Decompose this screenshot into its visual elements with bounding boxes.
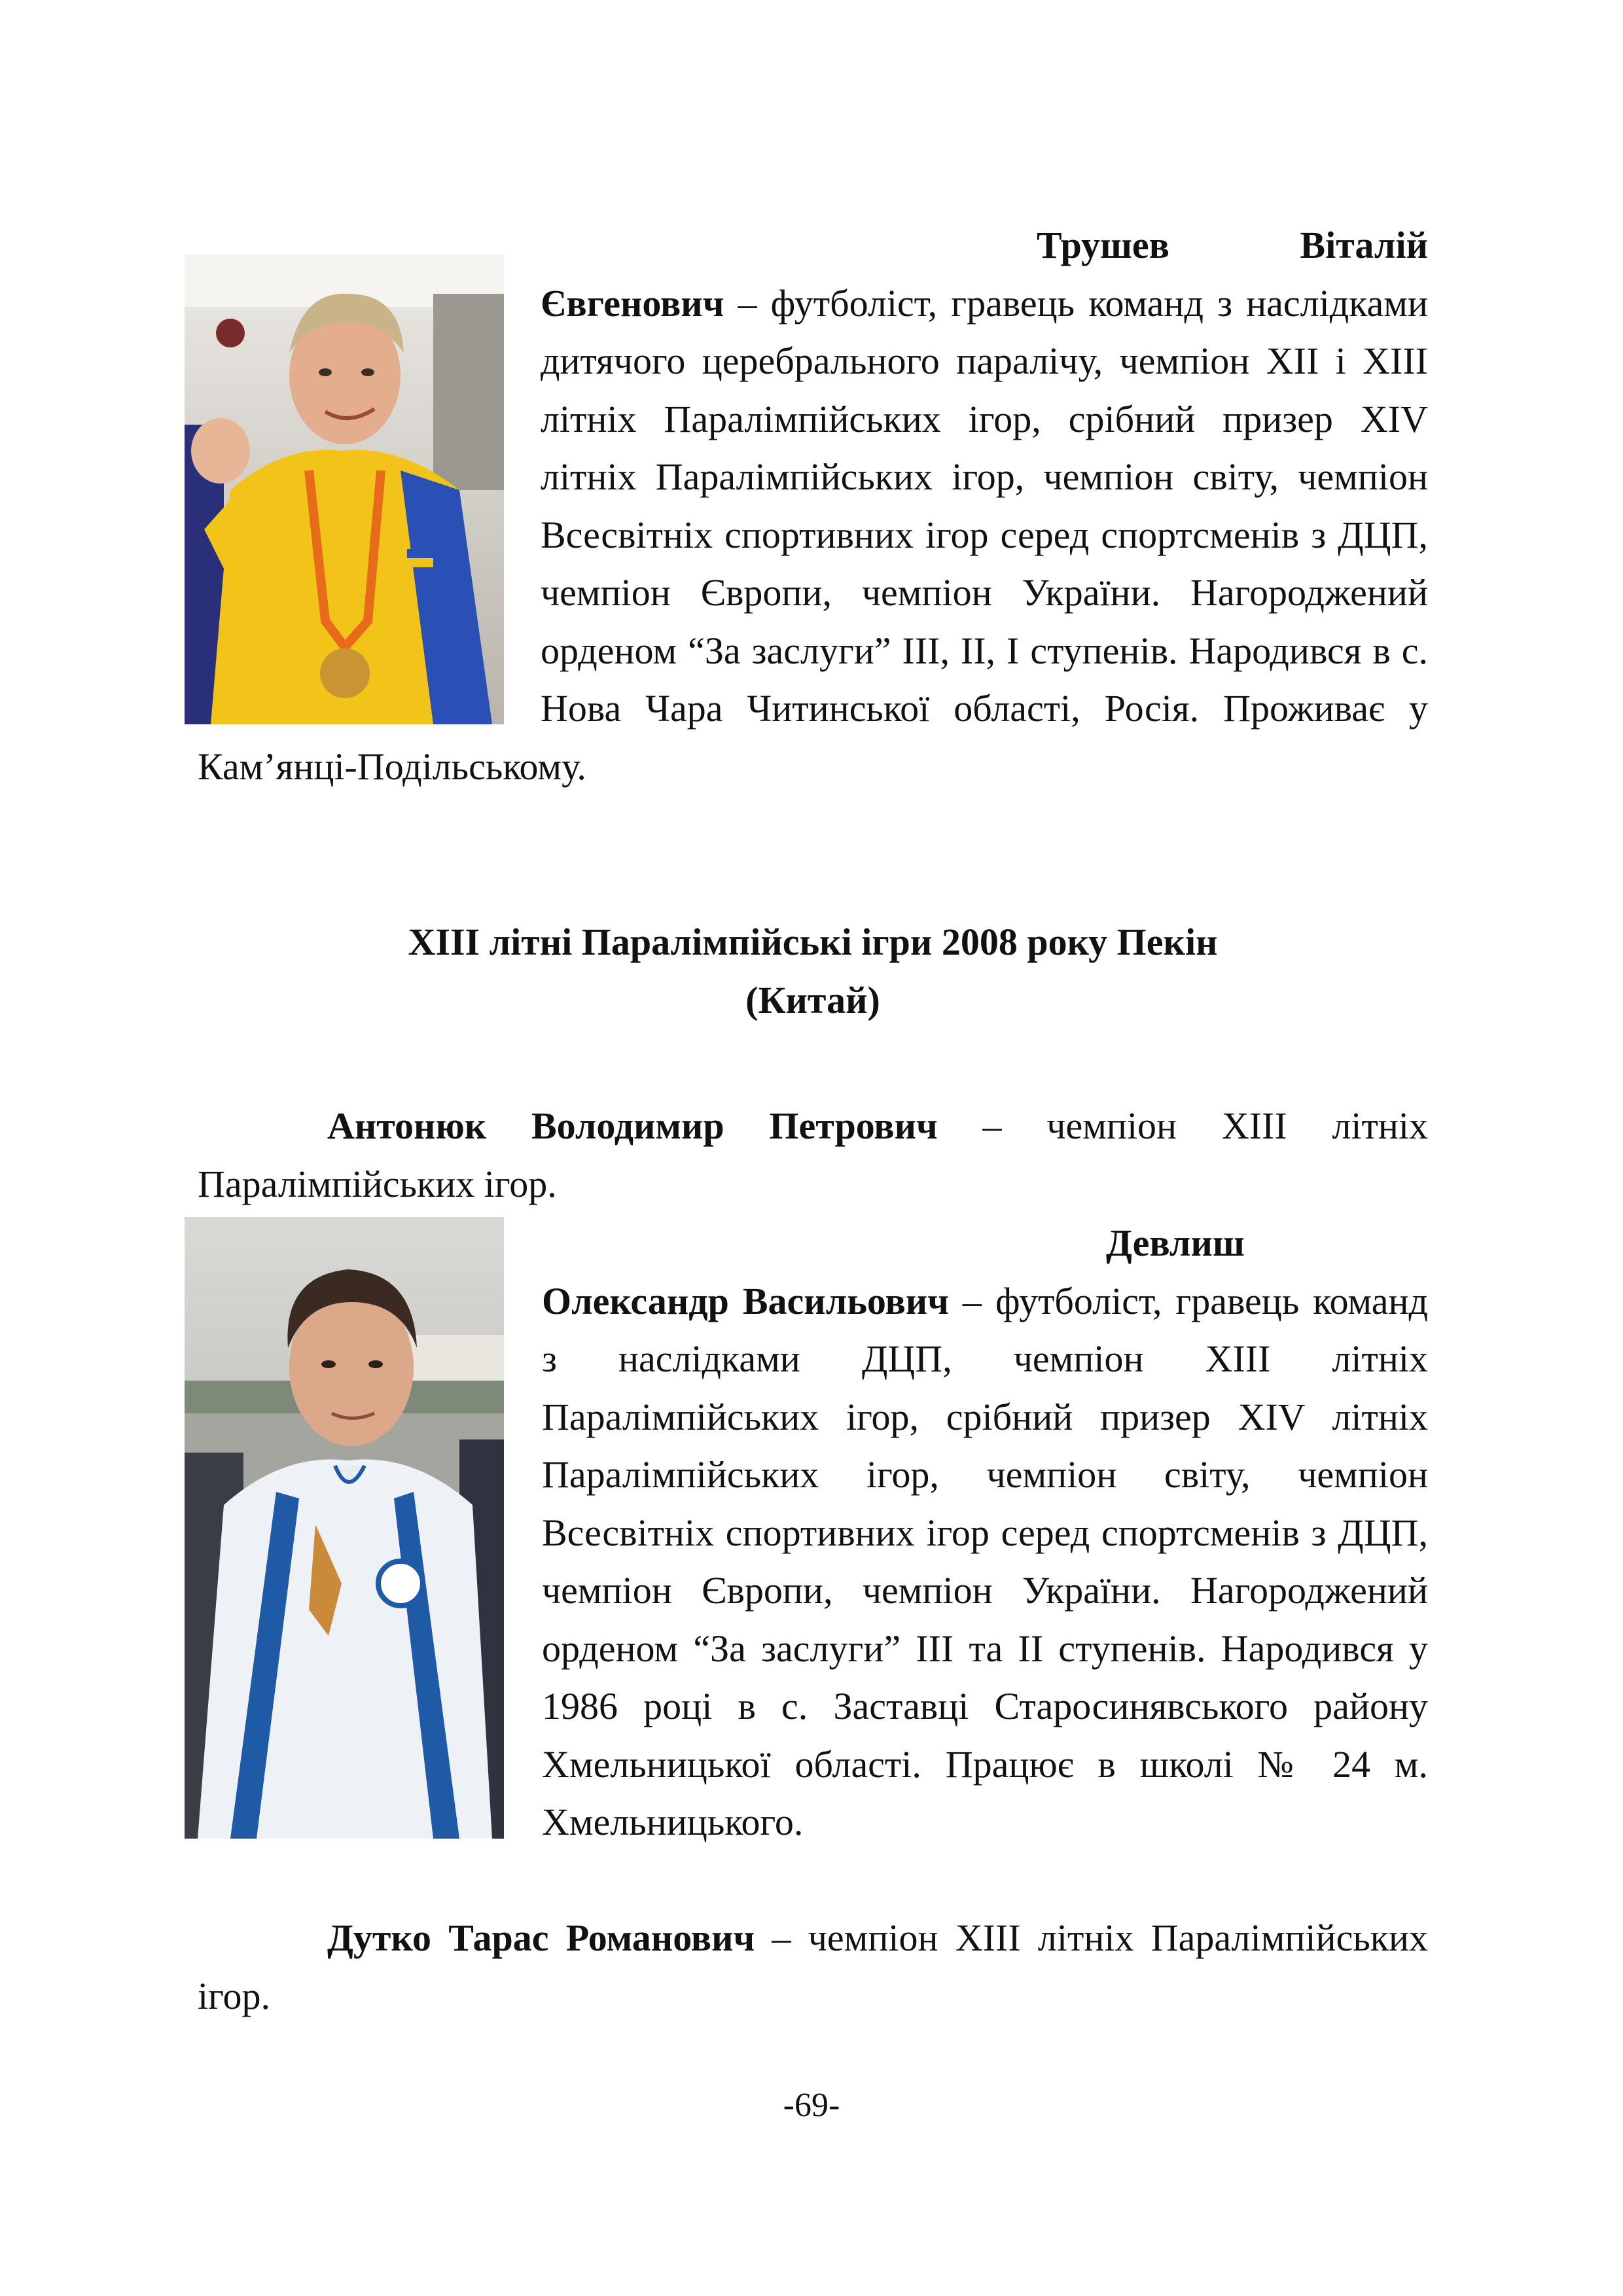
- entry-trushev: [198, 217, 1428, 796]
- page-number: -69-: [783, 2087, 840, 2124]
- athlete-name-devlysh: Девлиш Олександр Васильович: [542, 1222, 1245, 1322]
- bio-text-dutko: чемпіон XIII літніх Паралімпійських ігор.: [198, 1916, 1428, 2017]
- name-dash: –: [937, 1104, 1002, 1147]
- entry-antoniuk: [198, 1097, 1428, 1213]
- bio-text-trushev: футболіст, гравець команд з наслідками дитячого церебрального паралічу, чемпіон XII і XIII літніх Паралімпійських ігор, срібний призер XIV літніх Паралімпійських ігор, чемпіон світу, чемпіон Всесвітніх спортивних ігор серед спортсменів з ДЦП, чемпіон Європи, чемпіон України. Нагороджений орденом “За заслуги” III, II, I ступенів. Народився в с. Нова Чара Читинської області, Росія. Проживає у Кам’янці-Подільському.: [198, 281, 1428, 788]
- athlete-name-trushev: Трушев Віталій Євгенович: [541, 224, 1428, 325]
- section-heading-line2: (Китай): [745, 978, 880, 1021]
- athlete-photo-devlysh-image: [185, 1217, 504, 1839]
- name-dash: –: [755, 1916, 791, 1959]
- athlete-photo-devlysh: [185, 1217, 504, 1839]
- athlete-photo-trushev: [185, 255, 504, 724]
- entry-devlysh: [198, 1214, 1428, 1852]
- bio-text-devlysh: футболіст, гравець команд з наслідками ДЦП, чемпіон XIII літніх Паралімпійських ігор, срібний призер XIV літніх Паралімпійських ігор, чемпіон світу, чемпіон Всесвітніх спортивних ігор серед спортсменів з ДЦП, чемпіон Європи, чемпіон України. Нагороджений орденом “За заслуги” III та II ступенів. Народився у 1986 році в с. Заставці Старосинявського району Хмельницької області. Працює в школі № 24 м. Хмельницького.: [542, 1279, 1429, 1843]
- section-heading-line1: XIII літні Паралімпійські ігри 2008 року Пекін: [408, 921, 1218, 963]
- entry-dutko: [198, 1909, 1428, 2025]
- athlete-name-antoniuk: Антонюк Володимир Петрович: [327, 1104, 938, 1147]
- athlete-photo-trushev-image: [185, 255, 504, 724]
- name-dash: –: [948, 1279, 982, 1322]
- name-dash: –: [724, 281, 757, 325]
- athlete-name-dutko: Дутко Тарас Романович: [327, 1916, 755, 1959]
- bio-text-antoniuk: чемпіон XIII літніх Паралімпійських ігор.: [198, 1104, 1429, 1205]
- section-heading: [198, 913, 1428, 1029]
